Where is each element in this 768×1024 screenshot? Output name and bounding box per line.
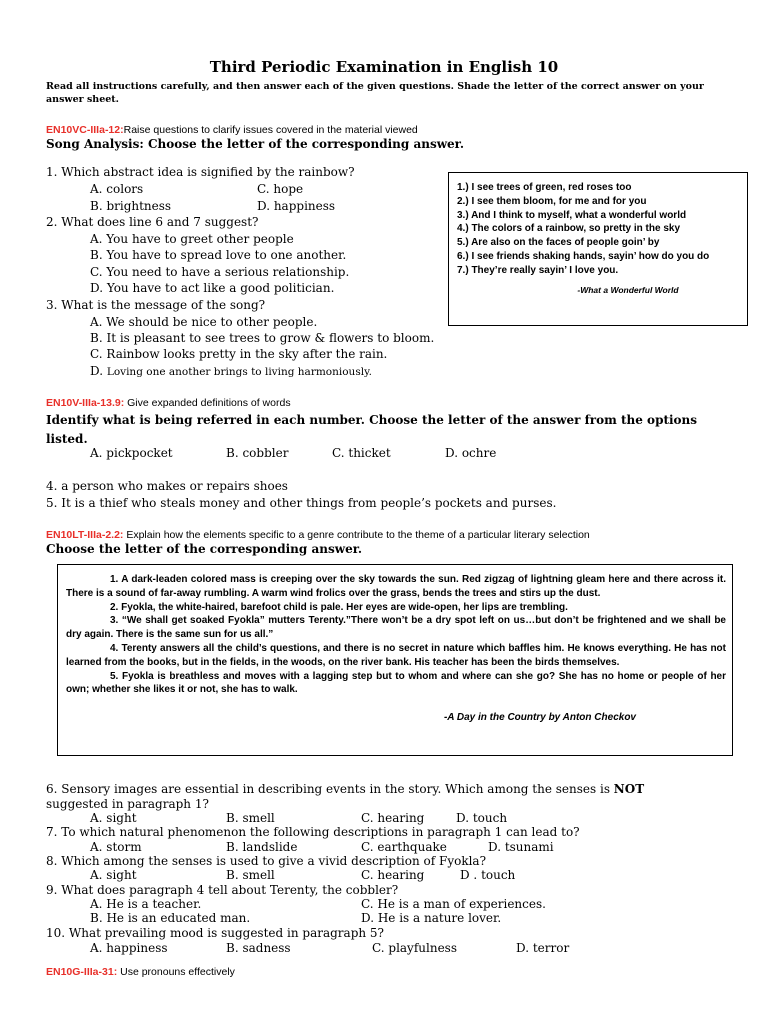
option-6b: B. smell (226, 811, 275, 825)
question-6-emphasis: NOT (613, 782, 645, 796)
option-3d-text: Loving one another brings to living harmoniously. (106, 366, 372, 378)
option-9b: B. He is an educated man. (90, 911, 251, 925)
competency-description: Use pronouns effectively (117, 966, 235, 978)
song-attribution: -What a Wonderful World (577, 284, 679, 295)
question-7: 7. To which natural phenomenon the following descriptions in paragraph 1 can lead to? (46, 825, 580, 839)
question-1: 1. Which abstract idea is signified by the rainbow? (46, 165, 355, 179)
song-lyrics-box (448, 172, 748, 326)
option-9a: A. He is a teacher. (90, 897, 202, 911)
song-line: 3.) And I think to myself, what a wonderful world (457, 209, 687, 221)
page-title: Third Periodic Examination in English 10 (209, 58, 559, 76)
story-attribution: -A Day in the Country by Anton Checkov (443, 712, 636, 724)
option-6a: A. sight (90, 811, 137, 825)
song-line: 2.) I see them bloom, for me and for you (457, 195, 647, 207)
competency-code-line (46, 397, 291, 409)
option-d: D. ochre (445, 446, 497, 460)
question-6 (46, 782, 644, 796)
question-10: 10. What prevailing mood is suggested in paragraph 5? (46, 926, 384, 940)
question-8: 8. Which among the senses is used to give a vivid description of Fyokla? (46, 854, 487, 868)
song-line: 6.) I see friends shaking hands, sayin’ how do you do (457, 250, 710, 262)
option-7c: C. earthquake (361, 840, 447, 854)
competency-code: EN10V-IIIa-13.9: (46, 397, 125, 409)
competency-code: EN10LT-IIIa-2.2: (46, 529, 124, 541)
section-heading: Choose the letter of the corresponding answer. (46, 542, 363, 556)
option-10c: C. playfulness (372, 941, 457, 955)
question-3: 3. What is the message of the song? (46, 298, 266, 312)
competency-code: EN10VC-IIIa-12: (46, 124, 124, 136)
song-line: 7.) They’re really sayin’ I love you. (457, 264, 619, 276)
section-heading: Identify what is being referred in each number. Choose the letter of the answer from the options listed. (46, 413, 698, 446)
competency-code-line (46, 529, 590, 541)
option-10b: B. sadness (226, 941, 291, 955)
competency-code: EN10G-IIIa-31: (46, 966, 118, 978)
option-3d (90, 364, 372, 378)
option-9d: D. He is a nature lover. (361, 911, 502, 925)
question-2: 2. What does line 6 and 7 suggest? (46, 215, 259, 229)
competency-description: Explain how the elements specific to a genre contribute to the theme of a particular literary selection (123, 529, 590, 541)
option-3d-letter: D. (90, 364, 104, 378)
option-1c: C. hope (257, 182, 304, 196)
option-9c: C. He is a man of experiences. (361, 897, 546, 911)
option-c: C. thicket (332, 446, 391, 460)
option-8c: C. hearing (361, 868, 425, 882)
option-10a: A. happiness (90, 941, 168, 955)
song-line: 1.) I see trees of green, red roses too (457, 182, 632, 193)
competency-code-line (46, 966, 235, 978)
question-4: 4. a person who makes or repairs shoes (46, 479, 288, 493)
option-a: A. pickpocket (90, 446, 173, 460)
option-10d: D. terror (516, 941, 570, 955)
option-7b: B. landslide (226, 840, 298, 854)
option-7a: A. storm (90, 840, 142, 854)
option-b: B. cobbler (226, 446, 289, 460)
song-line: 5.) Are also on the faces of people goin’ by (457, 237, 660, 249)
option-3c: C. Rainbow looks pretty in the sky after the rain. (90, 347, 388, 361)
instructions: Read all instructions carefully, and then answer each of the given questions. Shade the letter of the correct answer on your answer sheet. (46, 81, 704, 105)
question-5: 5. It is a thief who steals money and other things from people’s pockets and purses. (46, 496, 557, 510)
section-heading: Song Analysis: Choose the letter of the corresponding answer. (46, 137, 465, 151)
competency-description: Give expanded definitions of words (124, 397, 291, 409)
story-paragraph-3: 3. “We shall get soaked Fyokla” mutters Terenty.”There won’t be a dry spot left on us…but don’t be frightened and we shall be dry again. There is the same sun for us all.” (66, 615, 726, 641)
option-7d: D. tsunami (488, 840, 554, 854)
option-3a: A. We should be nice to other people. (90, 315, 318, 329)
option-6d: D. touch (456, 811, 508, 825)
option-2c: C. You need to have a serious relationship. (90, 265, 350, 279)
option-3b: B. It is pleasant to see trees to grow & flowers to bloom. (90, 331, 435, 345)
option-2d: D. You have to act like a good politician. (90, 281, 335, 295)
option-1a: A. colors (90, 182, 144, 196)
question-6-continued: suggested in paragraph 1? (46, 797, 209, 811)
competency-code-line (46, 124, 418, 136)
option-1b: B. brightness (90, 199, 172, 213)
option-8a: A. sight (90, 868, 137, 882)
story-paragraph-5: 5. Fyokla is breathless and moves with a lagging step but to whom and where can she go? She has no home or people of her own; whether she likes it or not, she has to walk. (66, 670, 726, 696)
option-2b: B. You have to spread love to one another. (90, 248, 347, 262)
question-6-text: 6. Sensory images are essential in describing events in the story. Which among the senses is (46, 782, 614, 796)
story-paragraph-1: 1. A dark-leaden colored mass is creeping over the sky towards the sun. Red zigzag of lightning gleam here and there across it. There is a sound of far-away rumbling. A warm wind frolics over the grass, bends the trees and stirs up the dust. (66, 574, 726, 599)
option-1d: D. happiness (257, 199, 336, 213)
option-8d: D . touch (460, 868, 516, 882)
option-2a: A. You have to greet other people (90, 232, 294, 246)
competency-description: Raise questions to clarify issues covered in the material viewed (123, 124, 418, 136)
song-line: 4.) The colors of a rainbow, so pretty in the sky (457, 223, 681, 235)
story-excerpt-box (57, 564, 733, 756)
question-9: 9. What does paragraph 4 tell about Terenty, the cobbler? (46, 883, 399, 897)
story-paragraph-4: 4. Terenty answers all the child’s questions, and there is no secret in nature which baffles him. He knows everything. He has not learned from the books, but in the fields, in the woods, on the river bank. His teacher has been the birds themselves. (66, 642, 726, 668)
option-8b: B. smell (226, 868, 275, 882)
option-6c: C. hearing (361, 811, 425, 825)
story-paragraph-2: 2. Fyokla, the white-haired, barefoot child is pale. Her eyes are wide-open, her lips are trembling. (110, 601, 568, 613)
